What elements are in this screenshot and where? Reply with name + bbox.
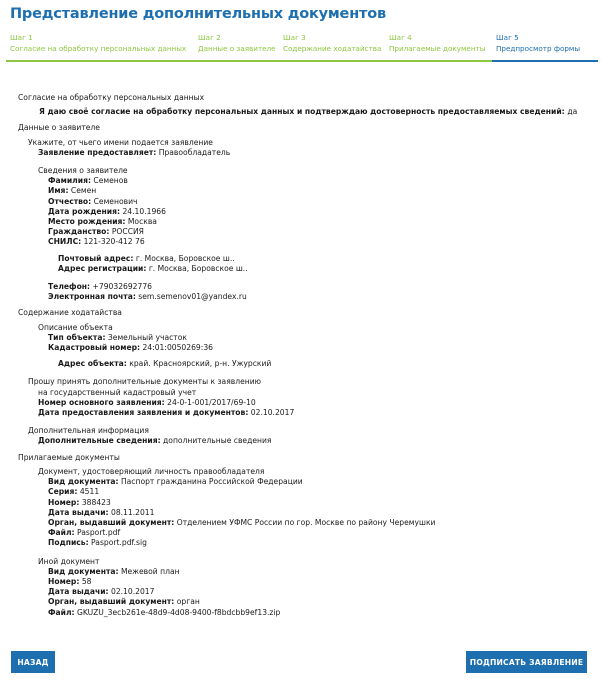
field-label: Дата выдачи:	[48, 587, 109, 597]
object-title: Описание объекта	[38, 322, 113, 332]
field-label: Электронная почта:	[48, 292, 136, 302]
doc1-title: Документ, удостоверяющий личность правообладателя	[38, 466, 265, 476]
consent-value: да	[567, 107, 578, 117]
field-row	[48, 567, 593, 577]
field-row	[48, 217, 593, 227]
field-value: 121-320-412 76	[83, 237, 145, 247]
step-label: Согласие на обработку персональных данных	[10, 44, 187, 53]
field-label: Дата рождения:	[48, 206, 121, 216]
preview-content	[18, 93, 593, 618]
field-value: РОССИЯ	[111, 227, 144, 237]
field-value: Земельный участок	[107, 332, 187, 342]
field-label: Дата предоставления заявления и документов:	[38, 408, 249, 418]
field-label: Место рождения:	[48, 217, 126, 227]
field-value: 02.10.2017	[110, 587, 155, 597]
field-row	[48, 587, 593, 597]
field-row	[48, 577, 593, 587]
doc2-title: Иной документ	[38, 556, 100, 566]
field-value: Pasport.pdf.sig	[91, 538, 147, 548]
provider-row	[28, 148, 593, 158]
section-title-petition: Содержание ходатайства	[18, 308, 122, 318]
field-label: Файл:	[48, 607, 75, 617]
step-label: Предпросмотр формы	[496, 44, 581, 53]
step-number: Шаг 2	[198, 33, 221, 42]
field-label: Подпись:	[48, 538, 89, 548]
field-value: Межевой план	[120, 566, 180, 576]
extra-info-title: Дополнительная информация	[28, 426, 149, 436]
step-number: Шаг 4	[389, 33, 412, 42]
doc1-fields	[38, 477, 593, 548]
section-title-consent: Согласие на обработку персональных данных	[18, 93, 205, 102]
field-label: Гражданство:	[48, 227, 110, 237]
field-row	[48, 508, 593, 518]
field-value: 08.11.2011	[110, 507, 155, 517]
field-label: Орган, выдавший документ:	[48, 517, 175, 527]
field-label: Имя:	[48, 186, 69, 196]
step-1[interactable]	[6, 30, 194, 62]
field-value: sem.semenov01@yandex.ru	[138, 292, 247, 302]
field-label: Телефон:	[48, 282, 91, 292]
field-row	[48, 176, 593, 186]
applicant-info-title: Сведения о заявителе	[38, 166, 128, 176]
step-label: Данные о заявителе	[198, 44, 276, 53]
field-value: г. Москва, Боровское ш..	[148, 263, 248, 273]
request-line-2: на государственный кадастровый учет	[38, 387, 197, 397]
field-label: Вид документа:	[48, 477, 119, 487]
field-value: орган	[176, 597, 200, 607]
field-label: Орган, выдавший документ:	[48, 597, 175, 607]
step-3[interactable]	[279, 30, 385, 62]
field-label: Номер:	[48, 576, 80, 586]
field-value: Паспорт гражданина Российской Федерации	[120, 477, 303, 487]
field-value: г. Москва, Боровское ш..	[135, 253, 235, 263]
field-value: Семенов	[93, 176, 128, 186]
field-label: Серия:	[48, 487, 78, 497]
consent-row	[18, 107, 593, 117]
field-row	[48, 597, 593, 607]
field-value: 24:01:0050269:36	[142, 343, 213, 353]
field-label: Файл:	[48, 528, 75, 538]
cadastral-row	[48, 343, 593, 353]
request-line-1: Прошу принять дополнительные документы к заявлению	[28, 377, 262, 387]
reg-address-row	[58, 264, 593, 274]
field-row	[48, 528, 593, 538]
field-value: 02.10.2017	[250, 408, 295, 418]
field-label: Дополнительные сведения:	[38, 436, 161, 446]
step-number: Шаг 1	[10, 33, 33, 42]
object-type-row	[48, 333, 593, 343]
field-row	[48, 197, 593, 207]
field-value: Семенович	[93, 196, 138, 206]
step-5[interactable]	[492, 30, 598, 62]
field-value: +79032692776	[92, 282, 153, 292]
field-label: Фамилия:	[48, 176, 91, 186]
sign-application-button[interactable]: ПОДПИСАТЬ ЗАЯВЛЕНИЕ	[466, 651, 587, 673]
field-label: Кадастровый номер:	[48, 343, 141, 353]
extra-info-row	[28, 436, 593, 446]
field-value: Отделением УФМС России по гор. Москве по району Черемушки	[176, 517, 436, 527]
field-row	[48, 237, 593, 247]
step-2[interactable]	[194, 30, 279, 62]
step-4[interactable]	[385, 30, 492, 62]
field-label: Номер:	[48, 497, 80, 507]
field-row	[48, 207, 593, 217]
object-address-row	[48, 359, 593, 369]
field-value: 4511	[79, 487, 100, 497]
field-label: СНИЛС:	[48, 237, 82, 247]
field-row	[48, 608, 593, 618]
step-number: Шаг 3	[283, 33, 306, 42]
field-value: Правообладатель	[158, 147, 231, 157]
section-title-attached: Прилагаемые документы	[18, 452, 120, 462]
field-row	[48, 498, 593, 508]
field-value: Pasport.pdf	[77, 528, 121, 538]
field-row	[48, 487, 593, 497]
field-row	[48, 227, 593, 237]
submission-date-row	[28, 408, 593, 418]
step-label: Прилагаемые документы	[389, 44, 486, 53]
applicant-fields	[38, 176, 593, 302]
field-label: Почтовый адрес:	[58, 253, 134, 263]
step-number: Шаг 5	[496, 33, 519, 42]
field-value: край. Красноярский, р-н. Ужурский	[129, 359, 272, 369]
page-title: Представление дополнительных документов	[10, 6, 386, 22]
doc2-fields	[38, 567, 593, 618]
field-row	[48, 186, 593, 196]
field-row	[48, 477, 593, 487]
field-value: 388423	[81, 497, 111, 507]
back-button[interactable]: НАЗАД	[11, 651, 55, 673]
field-label: Дата выдачи:	[48, 507, 109, 517]
postal-address-row	[58, 254, 593, 264]
field-value: дополнительные сведения	[163, 436, 272, 446]
section-title-applicant: Данные о заявителе	[18, 123, 100, 133]
field-row	[48, 518, 593, 528]
field-value: Семен	[70, 186, 97, 196]
stepper	[6, 30, 598, 62]
field-value: GKUZU_3ecb261e-48d9-4d08-9400-f8bdcbb9ef13.zip	[77, 607, 281, 617]
field-label: Адрес регистрации:	[58, 263, 147, 273]
phone-row	[48, 282, 593, 292]
field-label: Адрес объекта:	[58, 359, 127, 369]
field-value: 24.10.1966	[122, 206, 166, 216]
field-label: Номер основного заявления:	[38, 397, 165, 407]
field-label: Заявление предоставляет:	[38, 147, 157, 157]
main-app-row	[28, 398, 593, 408]
field-value: Москва	[127, 217, 157, 227]
field-label: Отчество:	[48, 196, 92, 206]
on-behalf-title: Укажите, от чьего имени подается заявление	[28, 137, 213, 147]
step-label: Содержание ходатайства	[283, 44, 382, 53]
field-label: Тип объекта:	[48, 332, 106, 342]
email-row	[48, 292, 593, 302]
field-value: 58	[81, 576, 92, 586]
field-label: Вид документа:	[48, 566, 119, 576]
consent-label: Я даю своё согласие на обработку персональных данных и подтверждаю достоверность предоставляемых сведений:	[39, 107, 565, 117]
field-row	[48, 538, 593, 548]
field-value: 24-0-1-001/2017/69-10	[167, 397, 256, 407]
